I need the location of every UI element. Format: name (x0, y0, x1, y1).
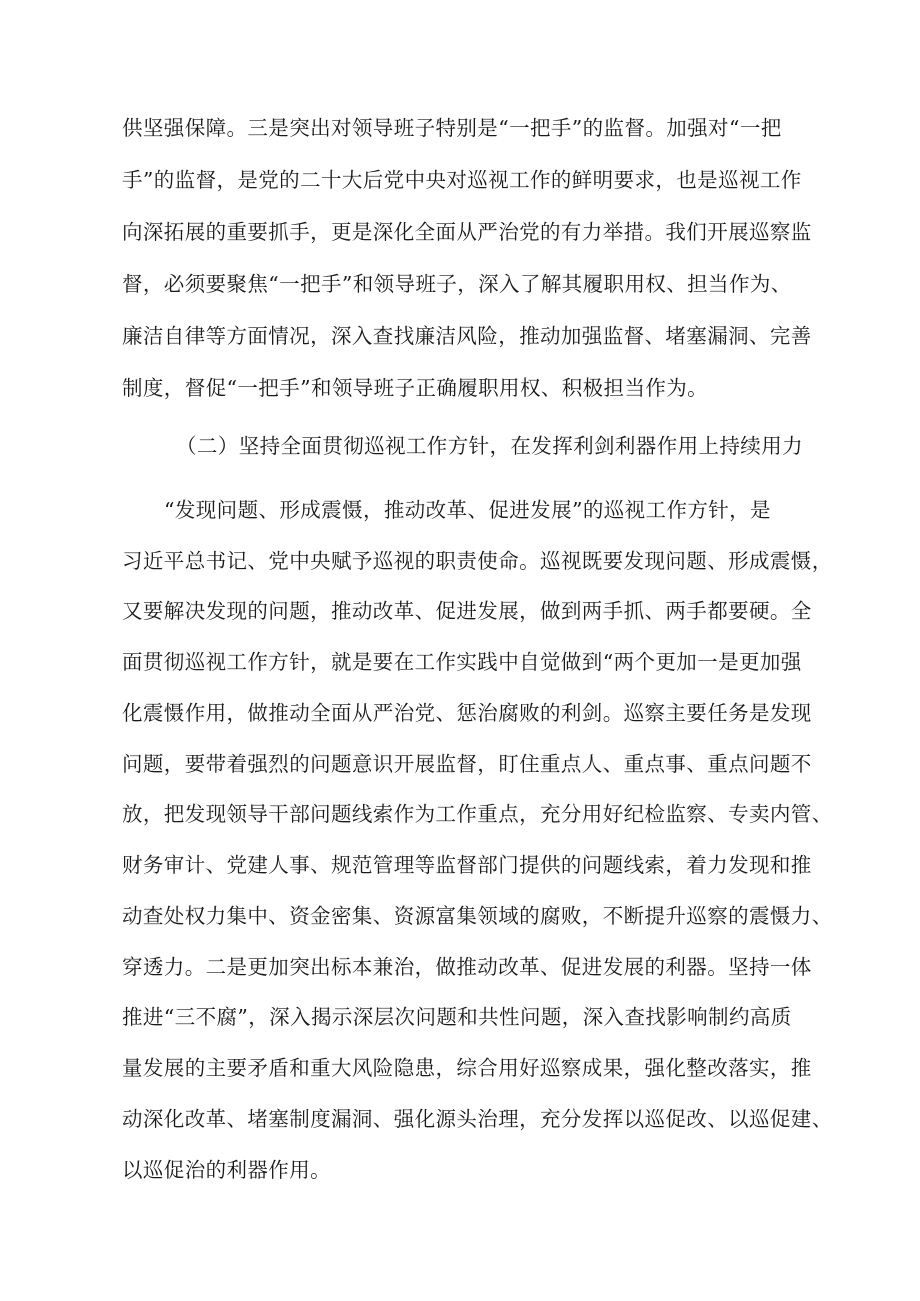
paragraph-line: 手”的监督，是党的二十大后党中央对巡视工作的鲜明要求，也是巡视工作 (122, 168, 802, 192)
paragraph-line: 面贯彻巡视工作方针，就是要在工作实践中自觉做到“两个更加一是更加强 (122, 650, 802, 674)
paragraph-line: 放，把发现领导干部问题线索作为工作重点，充分用好纪检监察、专卖内管、 (122, 802, 833, 826)
paragraph-line: 又要解决发现的问题，推动改革、促进发展，做到两手抓、两手都要硬。全 (122, 599, 812, 623)
paragraph-line: 以巡促治的利器作用。 (122, 1158, 331, 1182)
paragraph-line: 穿透力。二是更加突出标本兼治，做推动改革、促进发展的利器。坚持一体 (122, 955, 812, 979)
paragraph-line: 廉洁自律等方面情况，深入查找廉洁风险，推动加强监督、堵塞漏洞、完善 (122, 324, 812, 348)
paragraph-line: 量发展的主要矛盾和重大风险隐患，综合用好巡察成果，强化整改落实，推 (122, 1056, 812, 1080)
paragraph-line: 推进“三不腐”，深入揭示深层次问题和共性问题，深入查找影响制约高质 (122, 1005, 792, 1029)
paragraph-line: 财务审计、党建人事、规范管理等监督部门提供的问题线索，着力发现和推 (122, 853, 812, 877)
paragraph-line: 供坚强保障。三是突出对领导班子特别是“一把手”的监督。加强对“一把 (122, 116, 782, 140)
paragraph-line: 问题，要带着强烈的问题意识开展监督，盯住重点人、重点事、重点问题不 (122, 752, 812, 776)
paragraph-line: “发现问题、形成震慑，推动改革、促进发展”的巡视工作方针，是 (164, 498, 771, 522)
paragraph-line: 化震慑作用，做推动全面从严治党、惩治腐败的利剑。巡察主要任务是发现 (122, 701, 812, 725)
section-heading: （二）坚持全面贯彻巡视工作方针，在发挥利剑利器作用上持续用力 (176, 434, 803, 458)
paragraph-line: 习近平总书记、党中央赋予巡视的职责使命。巡视既要发现问题、形成震慑， (122, 549, 833, 573)
paragraph-line: 督，必须要聚焦“一把手”和领导班子，深入了解其履职用权、担当作为、 (122, 272, 792, 296)
paragraph-line: 动深化改革、堵塞制度漏洞、强化源头治理，充分发挥以巡促改、以巡促建、 (122, 1107, 833, 1131)
paragraph-line: 动查处权力集中、资金密集、资源富集领域的腐败，不断提升巡察的震慑力、 (122, 904, 833, 928)
paragraph-line: 向深拓展的重要抓手，更是深化全面从严治党的有力举措。我们开展巡察监 (122, 220, 812, 244)
paragraph-line: 制度，督促“一把手”和领导班子正确履职用权、积极担当作为。 (122, 376, 709, 400)
